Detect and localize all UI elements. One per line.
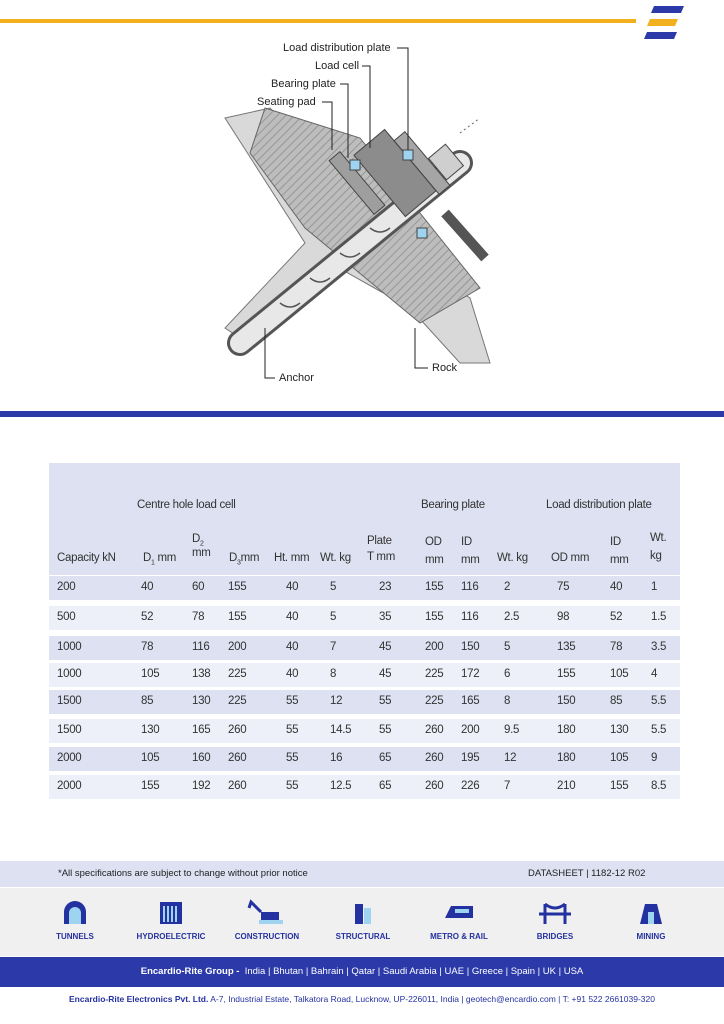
table-cell: 105 — [610, 668, 629, 680]
table-cell: 5 — [330, 611, 337, 623]
table-cell: 45 — [379, 668, 392, 680]
table-cell: 200 — [461, 724, 480, 736]
table-cell: 9.5 — [504, 724, 520, 736]
table-cell: 14.5 — [330, 724, 352, 736]
table-cell: 260 — [425, 780, 444, 792]
table-cell: 225 — [228, 695, 247, 707]
sector-label: HYDROELECTRIC — [136, 932, 206, 941]
table-cell: 210 — [557, 780, 576, 792]
table-cell: 260 — [228, 724, 247, 736]
table-cell: 155 — [228, 611, 247, 623]
header-od: OD mm — [425, 536, 444, 566]
sector-metro-rail[interactable] — [411, 898, 507, 941]
table-cell: 180 — [557, 724, 576, 736]
table-cell: 6 — [504, 668, 511, 680]
table-row — [49, 690, 680, 714]
label-bearing-plate: Bearing plate — [271, 78, 336, 90]
table-cell: 55 — [286, 752, 299, 764]
top-accent-bar — [0, 19, 636, 23]
table-cell: 85 — [141, 695, 154, 707]
header-ld-id: ID mm — [610, 536, 629, 566]
table-cell: 7 — [504, 780, 511, 792]
table-cell: 8.5 — [651, 780, 667, 792]
table-cell: 105 — [141, 752, 160, 764]
tunnel-icon — [61, 898, 89, 926]
table-cell: 5 — [330, 581, 337, 593]
table-cell: 172 — [461, 668, 480, 680]
mine-icon — [637, 898, 665, 926]
notice-bar — [0, 861, 724, 887]
table-cell: 116 — [461, 611, 479, 623]
table-cell: 8 — [504, 695, 511, 707]
table-cell: 225 — [228, 668, 247, 680]
table-cell: 200 — [228, 641, 247, 653]
group-bearing-plate: Bearing plate — [421, 499, 485, 511]
table-row — [49, 663, 680, 687]
datasheet-number: DATASHEET | 1182-12 R02 — [528, 868, 646, 879]
table-cell: 260 — [228, 752, 247, 764]
table-cell: 35 — [379, 611, 392, 623]
table-cell: 226 — [461, 780, 480, 792]
table-row — [49, 719, 680, 743]
table-row — [49, 606, 680, 630]
table-cell: 155 — [610, 780, 629, 792]
table-cell: 195 — [461, 752, 480, 764]
table-cell: 2000 — [57, 752, 82, 764]
table-cell: 23 — [379, 581, 392, 593]
installation-diagram — [210, 38, 510, 388]
table-cell: 225 — [425, 695, 444, 707]
header-ld-od: OD mm — [551, 552, 590, 564]
table-cell: 3.5 — [651, 641, 667, 653]
table-cell: 45 — [379, 641, 392, 653]
header-weight: Wt. kg — [320, 552, 351, 564]
table-cell: 192 — [192, 780, 211, 792]
label-load-distribution-plate: Load distribution plate — [283, 42, 391, 54]
train-icon — [441, 898, 477, 926]
encardio-logo — [644, 4, 686, 42]
table-cell: 500 — [57, 611, 76, 623]
table-cell: 155 — [228, 581, 247, 593]
table-cell: 9 — [651, 752, 658, 764]
table-cell: 130 — [192, 695, 211, 707]
table-cell: 60 — [192, 581, 205, 593]
table-cell: 40 — [610, 581, 623, 593]
table-cell: 4 — [651, 668, 658, 680]
table-cell: 5.5 — [651, 695, 667, 707]
dam-icon — [157, 898, 185, 926]
header-d2: $D_2$ mm — [192, 533, 211, 560]
table-cell: 55 — [286, 724, 299, 736]
header-id: ID mm — [461, 536, 480, 566]
table-cell: 5 — [504, 641, 511, 653]
table-cell: 155 — [557, 668, 576, 680]
table-cell: 52 — [610, 611, 623, 623]
table-cell: 1500 — [57, 724, 82, 736]
table-cell: 1.5 — [651, 611, 667, 623]
group-centre-hole-load-cell: Centre hole load cell — [137, 499, 236, 511]
table-cell: 155 — [425, 581, 444, 593]
sector-mining[interactable] — [603, 898, 699, 941]
header-ld-weight: Wt. kg — [650, 532, 667, 562]
table-cell: 78 — [141, 641, 154, 653]
table-cell: 12 — [504, 752, 517, 764]
company-address — [0, 994, 724, 1004]
table-cell: 40 — [286, 668, 299, 680]
table-cell: 200 — [57, 581, 76, 593]
table-cell: 155 — [141, 780, 160, 792]
table-cell: 16 — [330, 752, 343, 764]
table-cell: 40 — [141, 581, 154, 593]
table-cell: 116 — [192, 641, 210, 653]
table-cell: 65 — [379, 780, 392, 792]
table-cell: 150 — [461, 641, 480, 653]
header-height: Ht. mm — [274, 552, 310, 564]
header-plate-t: Plate T mm — [367, 535, 395, 563]
diagram-drawing — [210, 38, 510, 388]
group-title: Encardio-Rite Group - — [140, 966, 240, 977]
country-list: India | Bhutan | Bahrain | Qatar | Saudi Arabia | UAE | Greece | Spain | UK | USA — [244, 966, 584, 977]
table-cell: 55 — [286, 780, 299, 792]
sector-structural[interactable] — [315, 898, 411, 941]
table-row — [49, 636, 680, 660]
table-cell: 2000 — [57, 780, 82, 792]
table-cell: 40 — [286, 611, 299, 623]
sector-label: STRUCTURAL — [335, 932, 391, 941]
table-cell: 40 — [286, 641, 299, 653]
group-countries-bar — [0, 957, 724, 987]
table-cell: 155 — [425, 611, 444, 623]
table-cell: 55 — [379, 724, 392, 736]
sector-label: BRIDGES — [536, 932, 574, 941]
table-row — [49, 747, 680, 771]
table-cell: 78 — [610, 641, 623, 653]
table-cell: 138 — [192, 668, 211, 680]
excavator-icon — [247, 898, 287, 926]
sector-bridges[interactable] — [507, 898, 603, 941]
table-cell: 260 — [425, 724, 444, 736]
table-cell: 2.5 — [504, 611, 520, 623]
label-seating-pad: Seating pad — [257, 96, 316, 108]
company-name: Encardio-Rite Electronics Pvt. Ltd. — [69, 994, 209, 1004]
table-cell: 116 — [461, 581, 479, 593]
building-icon — [349, 898, 377, 926]
table-cell: 105 — [141, 668, 160, 680]
table-cell: 225 — [425, 668, 444, 680]
table-cell: 1000 — [57, 668, 82, 680]
table-cell: 1 — [651, 581, 658, 593]
sector-label: CONSTRUCTION — [234, 932, 300, 941]
label-load-cell: Load cell — [315, 60, 360, 72]
table-cell: 1000 — [57, 641, 82, 653]
table-cell: 52 — [141, 611, 154, 623]
table-cell: 130 — [141, 724, 160, 736]
sector-tunnels[interactable] — [27, 898, 123, 941]
table-cell: 12.5 — [330, 780, 352, 792]
table-cell: 130 — [610, 724, 629, 736]
header-capacity: Capacity kN — [57, 552, 116, 564]
group-load-distribution-plate: Load distribution plate — [546, 499, 652, 511]
table-cell: 180 — [557, 752, 576, 764]
sector-label: MINING — [636, 932, 666, 941]
table-cell: 135 — [557, 641, 576, 653]
sector-construction[interactable] — [219, 898, 315, 941]
table-cell: 150 — [557, 695, 576, 707]
sector-hydroelectric[interactable] — [123, 898, 219, 941]
table-cell: 165 — [461, 695, 480, 707]
label-anchor: Anchor — [279, 372, 314, 384]
table-cell: 12 — [330, 695, 343, 707]
table-cell: 5.5 — [651, 724, 667, 736]
sector-icons — [0, 888, 724, 956]
table-cell: 260 — [228, 780, 247, 792]
label-rock: Rock — [432, 362, 458, 374]
table-row — [49, 775, 680, 799]
table-cell: 85 — [610, 695, 623, 707]
table-cell: 7 — [330, 641, 337, 653]
table-cell: 1500 — [57, 695, 82, 707]
table-cell: 8 — [330, 668, 337, 680]
table-cell: 160 — [192, 752, 211, 764]
table-row — [49, 576, 680, 600]
specification-table — [49, 463, 680, 803]
header-d3: $D_3mm$ — [229, 552, 260, 567]
table-cell: 40 — [286, 581, 299, 593]
table-cell: 65 — [379, 752, 392, 764]
header-bp-weight: Wt. kg — [497, 552, 528, 564]
spec-notice: *All specifications are subject to change without prior notice — [58, 868, 308, 879]
table-cell: 105 — [610, 752, 629, 764]
table-cell: 98 — [557, 611, 570, 623]
sector-label: TUNNELS — [56, 932, 94, 941]
table-cell: 200 — [425, 641, 444, 653]
bridge-icon — [537, 898, 573, 926]
table-cell: 2 — [504, 581, 511, 593]
section-divider — [0, 411, 724, 417]
table-cell: 165 — [192, 724, 211, 736]
address-details: A-7, Industrial Estate, Talkatora Road, Lucknow, UP-226011, India | geotech@encardio.com | T: +91 522 2661039-320 — [210, 994, 655, 1004]
table-cell: 260 — [425, 752, 444, 764]
table-cell: 78 — [192, 611, 205, 623]
header-d1: $D_1$ mm — [143, 552, 177, 567]
table-cell: 55 — [379, 695, 392, 707]
sector-label: METRO & RAIL — [430, 932, 488, 941]
table-cell: 55 — [286, 695, 299, 707]
table-cell: 75 — [557, 581, 570, 593]
